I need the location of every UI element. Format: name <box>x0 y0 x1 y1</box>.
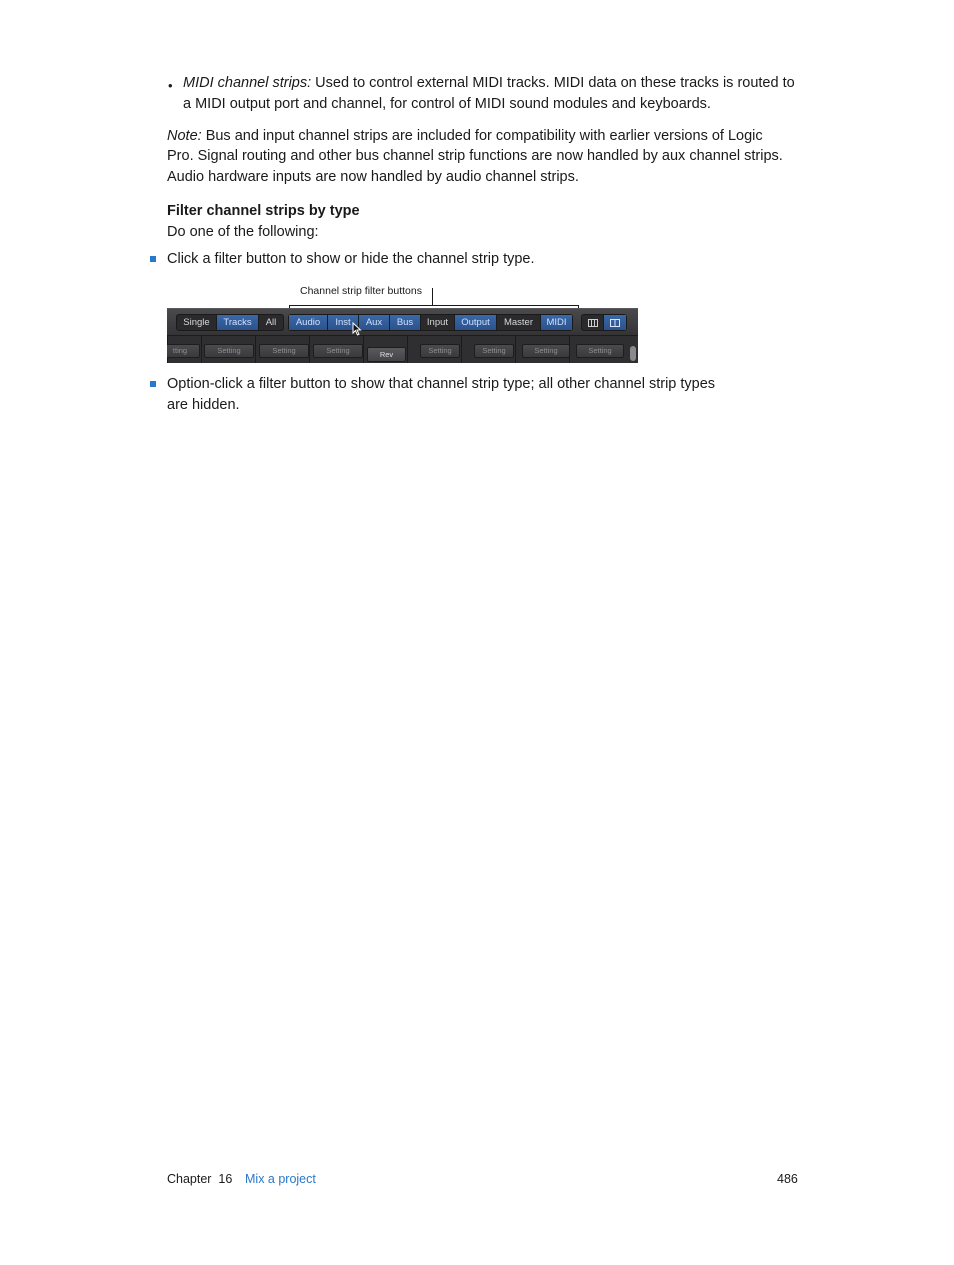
note-line2: Pro. Signal routing and other bus channel strip functions are now handled by aux channel strips. <box>167 148 783 164</box>
double-column-icon[interactable] <box>604 315 626 330</box>
setting-slot[interactable]: Setting <box>313 344 363 358</box>
setting-slot[interactable]: Setting <box>522 344 570 358</box>
setting-slot[interactable]: Setting <box>259 344 309 358</box>
filter-output-button[interactable]: Output <box>455 315 497 330</box>
mixer-screenshot <box>167 308 638 363</box>
filter-bus-button[interactable]: Bus <box>390 315 421 330</box>
mouse-pointer-icon <box>352 322 362 336</box>
filter-button-group <box>288 314 573 331</box>
note-line1 <box>167 126 763 147</box>
single-view-button[interactable]: Single <box>177 315 217 330</box>
note-label: Note: <box>167 128 202 144</box>
channel-strip <box>363 336 407 363</box>
step1-text: Click a filter button to show or hide the channel strip type. <box>167 251 535 267</box>
bullet-midi-line1 <box>183 73 795 94</box>
all-view-button[interactable]: All <box>265 317 277 328</box>
view-button-group <box>176 314 284 331</box>
task-heading <box>167 201 360 222</box>
filter-aux-button[interactable]: Aux <box>359 315 390 330</box>
channel-strip <box>461 336 515 363</box>
task-heading-text: Filter channel strips by type <box>167 203 360 219</box>
footer-chapter-link[interactable]: Mix a project <box>245 1172 316 1186</box>
filter-midi-button[interactable]: MIDI <box>541 315 572 330</box>
channel-strip <box>569 336 627 363</box>
tracks-view-button[interactable]: Tracks <box>217 315 259 330</box>
step-bullet-icon <box>150 256 156 262</box>
setting-slot[interactable]: Setting <box>420 344 460 358</box>
setting-slot[interactable]: Setting <box>204 344 254 358</box>
channel-strip <box>167 336 201 363</box>
step2-line2: are hidden. <box>167 397 240 413</box>
channel-strips-area <box>167 336 638 363</box>
rev-slot[interactable]: Rev <box>367 347 406 362</box>
single-column-icon[interactable] <box>582 315 604 330</box>
setting-slot[interactable]: tting <box>167 344 200 358</box>
layout-button-group <box>581 314 627 331</box>
channel-strip <box>255 336 309 363</box>
step-bullet-icon <box>150 381 156 387</box>
mixer-toolbar <box>167 309 638 336</box>
filter-audio-button[interactable]: Audio <box>289 315 328 330</box>
bullet-midi-term: MIDI channel strips: <box>183 75 312 91</box>
bullet-dot: • <box>168 78 173 93</box>
channel-strip <box>309 336 363 363</box>
filter-master-button[interactable]: Master <box>497 315 541 330</box>
vertical-scrollbar[interactable] <box>630 346 636 361</box>
channel-strip <box>201 336 255 363</box>
filter-input-button[interactable]: Input <box>421 315 455 330</box>
footer-chapter: Chapter 16 <box>167 1172 233 1186</box>
filter-inst-button[interactable]: Inst <box>328 315 359 330</box>
setting-slot[interactable]: Setting <box>576 344 624 358</box>
callout-leader-line <box>432 288 433 306</box>
page-number: 486 <box>777 1172 798 1186</box>
note-line3: Audio hardware inputs are now handled by audio channel strips. <box>167 169 579 185</box>
channel-strip <box>515 336 569 363</box>
bullet-midi-line2: a MIDI output port and channel, for control of MIDI sound modules and keyboards. <box>183 96 711 112</box>
bullet-midi-text1: Used to control external MIDI tracks. MIDI data on these tracks is routed to <box>311 75 795 91</box>
channel-strip <box>407 336 461 363</box>
setting-slot[interactable]: Setting <box>474 344 514 358</box>
step2-line1: Option-click a filter button to show that channel strip type; all other channel strip types <box>167 376 716 392</box>
callout-label: Channel strip filter buttons <box>300 285 422 297</box>
note-text1: Bus and input channel strips are included for compatibility with earlier versions of Logic <box>201 128 763 144</box>
task-intro: Do one of the following: <box>167 224 319 240</box>
